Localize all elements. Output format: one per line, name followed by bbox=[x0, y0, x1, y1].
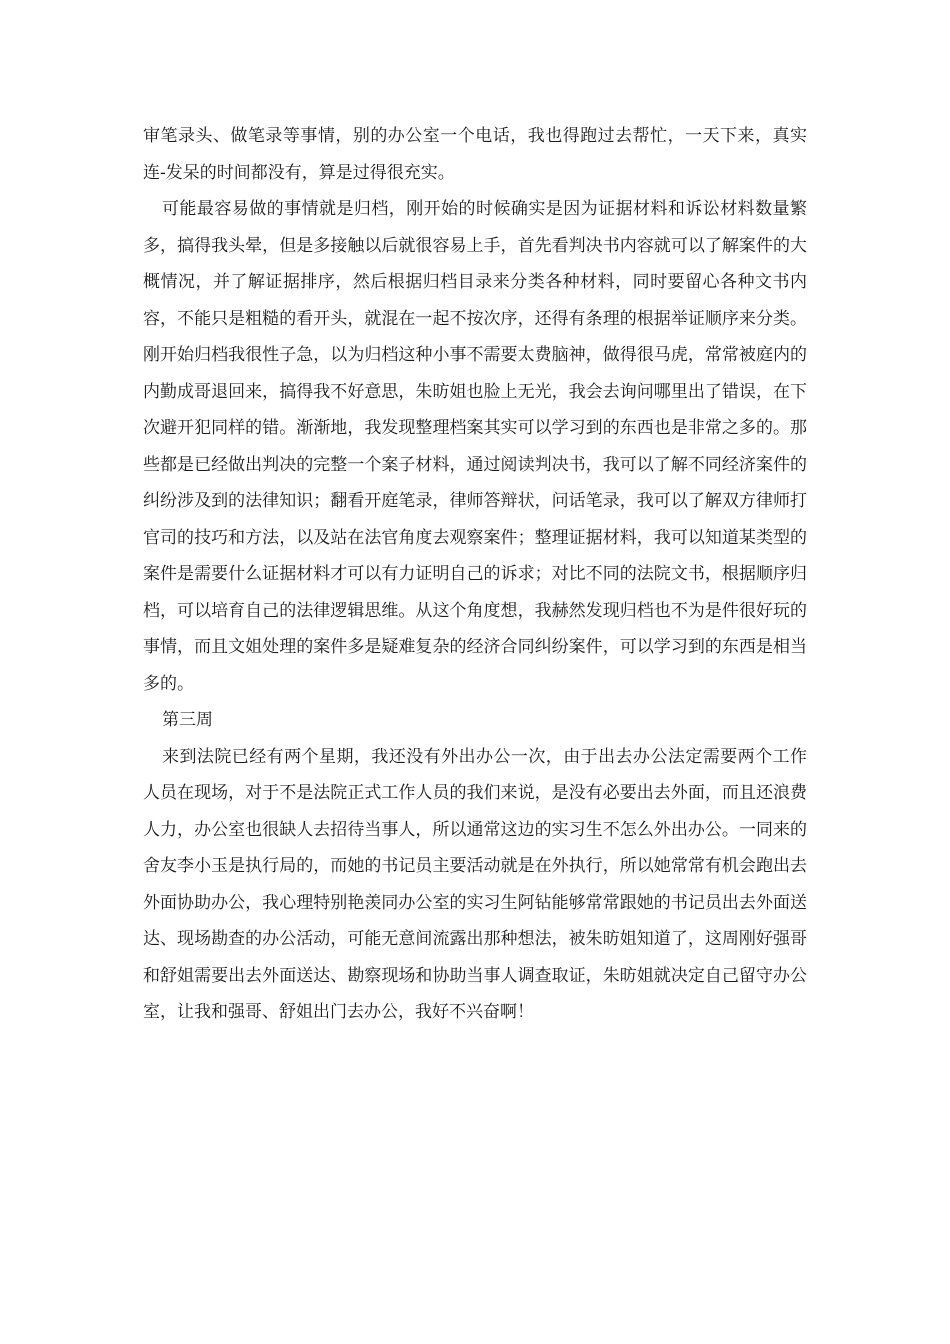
paragraph-archiving: 可能最容易做的事情就是归档，刚开始的时候确实是因为证据材料和诉讼材料数量繁多，搞得我头晕，但是多接触以后就很容易上手，首先看判决书内容就可以了解案件的大概情况，并了解证据排序，然后根据归档目录来分类各种材料，同时要留心各种文书内容，不能只是粗糙的看开头，就混在一起不按次序，还得有条理的根据举证顺序来分类。刚开始归档我很性子急，以为归档这种小事不需要太费脑神，做得很马虎，常常被庭内的内勤成哥退回来，搞得我不好意思，朱昉姐也脸上无光，我会去询问哪里出了错误，在下次避开犯同样的错。渐渐地，我发现整理档案其实可以学习到的东西也是非常之多的。那些都是已经做出判决的完整一个案子材料，通过阅读判决书，我可以了解不同经济案件的纠纷涉及到的法律知识；翻看开庭笔录，律师答辩状，问话笔录，我可以了解双方律师打官司的技巧和方法，以及站在法官角度去观察案件；整理证据材料，我可以知道某类型的案件是需要什么证据材料才可以有力证明自己的诉求；对比不同的法院文书，根据顺序归档，可以培育自己的法律逻辑思维。从这个角度想，我赫然发现归档也不为是件很好玩的事情，而且文姐处理的案件多是疑难复杂的经济合同纠纷案件，可以学习到的东西是相当多的。 bbox=[143, 199, 807, 694]
paragraph-field-work: 来到法院已经有两个星期，我还没有外出办公一次，由于出去办公法定需要两个工作人员在现场，对于不是法院正式工作人员的我们来说，是没有必要出去外面，而且还浪费人力，办公室也很缺人去招待当事人，所以通常这边的实习生不怎么外出办公。一同来的舍友李小玉是执行局的，而她的书记员主要活动就是在外执行，所以她常常有机会跑出去外面协助办公，我心理特别艳羡同办公室的实习生阿钻能够常常跟她的书记员出去外面送达、现场勘查的办公活动，可能无意间流露出那种想法，被朱昉姐知道了，这周刚好强哥和舒姐需要出去外面送达、勘察现场和协助当事人调查取证，朱昉姐就决定自己留守办公室，让我和强哥、舒姐出门去办公，我好不兴奋啊！ bbox=[143, 746, 807, 1022]
paragraph-continuation: 审笔录头、做笔录等事情，别的办公室一个电话，我也得跑过去帮忙，一天下来，真实连-发呆的时间都没有，算是过得很充实。 bbox=[143, 126, 807, 183]
body-text bbox=[143, 118, 807, 1031]
section-heading-week-three: 第三周 bbox=[162, 710, 213, 730]
